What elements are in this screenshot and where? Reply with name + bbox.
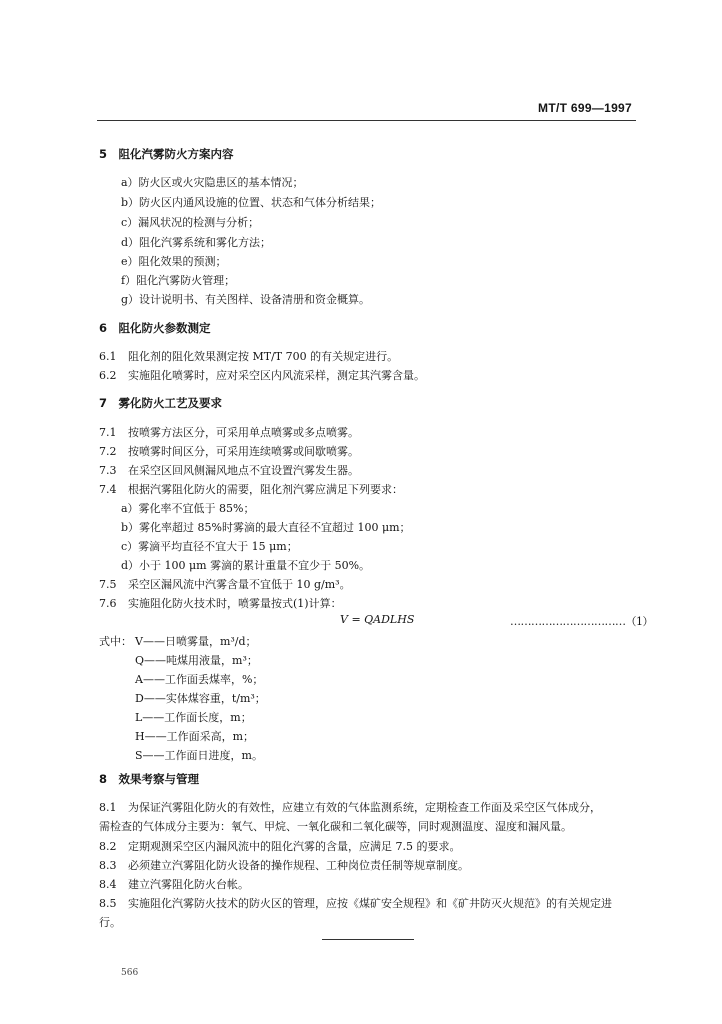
clause-8-1 <box>99 799 601 815</box>
clause-text: 为保证汽雾阻化防火的有效性，应建立有效的气体监测系统，定期检查工作面及采空区气体成分， <box>128 801 601 814</box>
s5-item-b: b）防火区内通风设施的位置、状态和气体分析结果； <box>121 196 382 209</box>
clause-text: 必须建立汽雾阻化防火设备的操作规程、工种岗位责任制等规章制度。 <box>128 859 469 872</box>
page-number: 566 <box>121 968 139 978</box>
clause-text: 采空区漏风流中汽雾含量不宜低于 10 g/m³。 <box>128 578 351 591</box>
header-rule <box>97 120 636 121</box>
clause-text: 实施阻化喷雾时，应对采空区内风流采样，测定其汽雾含量。 <box>128 369 425 382</box>
clause-text: 按喷雾方法区分，可采用单点喷雾或多点喷雾。 <box>128 426 359 439</box>
clause-text: 建立汽雾阻化防火台帐。 <box>128 878 249 891</box>
clause-8-2 <box>99 838 461 854</box>
clause-7-4 <box>99 481 403 497</box>
var-s: S——工作面日进度，m。 <box>135 749 263 762</box>
section-6-title: 6 阻化防火参数测定 <box>99 321 211 335</box>
clause-7-6 <box>99 595 342 611</box>
clause-8-4 <box>99 876 249 892</box>
clause-7-3 <box>99 462 359 478</box>
clause-text: 阻化剂的阻化效果测定按 MT/T 700 的有关规定进行。 <box>128 350 399 363</box>
s7-4-item-d: d）小于 100 μm 雾滴的累计重量不宜少于 50%。 <box>121 559 371 572</box>
where-label: 式中： <box>99 635 132 648</box>
clause-number: 7.6 <box>99 597 117 610</box>
clause-text: 实施阻化防火技术时，喷雾量按式(1)计算： <box>128 597 342 610</box>
clause-7-2 <box>99 443 359 459</box>
s7-4-item-c: c）雾滴平均直径不宜大于 15 μm； <box>121 540 298 553</box>
clause-number: 7.4 <box>99 483 117 496</box>
s5-item-e: e）阻化效果的预测； <box>121 255 227 268</box>
clause-text: 在采空区回风侧漏风地点不宜设置汽雾发生器。 <box>128 464 359 477</box>
s5-item-c: c）漏风状况的检测与分析； <box>121 216 260 229</box>
clause-8-3 <box>99 857 469 873</box>
clause-number: 8.2 <box>99 840 117 853</box>
var-v: V——日喷雾量，m³/d； <box>135 635 257 648</box>
clause-text: 定期观测采空区内漏风流中的阻化汽雾的含量，应满足 7.5 的要求。 <box>128 840 461 853</box>
clause-number: 7.1 <box>99 426 117 439</box>
formula-number: ……………………………（1） <box>510 615 653 628</box>
s7-4-item-a: a）雾化率不宜低于 85%； <box>121 502 255 515</box>
clause-number: 8.3 <box>99 859 117 872</box>
clause-7-1 <box>99 424 359 440</box>
clause-number: 8.4 <box>99 878 117 891</box>
s7-4-item-b: b）雾化率超过 85%时雾滴的最大直径不宜超过 100 μm； <box>121 521 411 534</box>
clause-number: 6.2 <box>99 369 117 382</box>
var-d: D——实体煤容重，t/m³； <box>135 692 266 705</box>
var-q: Q——吨煤用液量，m³； <box>135 654 258 667</box>
clause-8-5-cont: 行。 <box>99 916 121 929</box>
section-7-title: 7 雾化防火工艺及要求 <box>99 396 223 410</box>
clause-text: 根据汽雾阻化防火的需要，阻化剂汽雾应满足下列要求： <box>128 483 403 496</box>
s5-item-f: f）阻化汽雾防火管理； <box>121 274 236 287</box>
clause-number: 8.5 <box>99 897 117 910</box>
clause-number: 6.1 <box>99 350 117 363</box>
section-5-title: 5 阻化汽雾防火方案内容 <box>99 147 234 161</box>
s5-item-g: g）设计说明书、有关图样、设备清册和资金概算。 <box>121 293 371 306</box>
clause-7-5 <box>99 576 351 592</box>
clause-6-2 <box>99 367 425 383</box>
clause-number: 7.2 <box>99 445 117 458</box>
var-h: H——工作面采高，m； <box>135 730 255 743</box>
end-rule <box>322 939 414 940</box>
section-8-title: 8 效果考察与管理 <box>99 772 200 786</box>
page-header-standard: MT/T 699—1997 <box>538 101 632 115</box>
clause-number: 8.1 <box>99 801 117 814</box>
formula-1: V = QADLHS <box>340 613 415 626</box>
clause-text: 实施阻化汽雾防火技术的防火区的管理，应按《煤矿安全规程》和《矿井防灭火规范》的有关规定进 <box>128 897 612 910</box>
var-l: L——工作面长度，m； <box>135 711 252 724</box>
clause-6-1 <box>99 348 398 364</box>
clause-8-5 <box>99 895 612 911</box>
clause-number: 7.5 <box>99 578 117 591</box>
clause-number: 7.3 <box>99 464 117 477</box>
clause-text: 按喷雾时间区分，可采用连续喷雾或间歇喷雾。 <box>128 445 359 458</box>
clause-8-1-cont: 需检查的气体成分主要为：氧气、甲烷、一氧化碳和二氧化碳等，同时观测温度、湿度和漏风量。 <box>99 820 572 833</box>
var-a: A——工作面丢煤率，%； <box>135 673 264 686</box>
s5-item-a: a）防火区或火灾隐患区的基本情况； <box>121 176 304 189</box>
s5-item-d: d）阻化汽雾系统和雾化方法； <box>121 236 272 249</box>
